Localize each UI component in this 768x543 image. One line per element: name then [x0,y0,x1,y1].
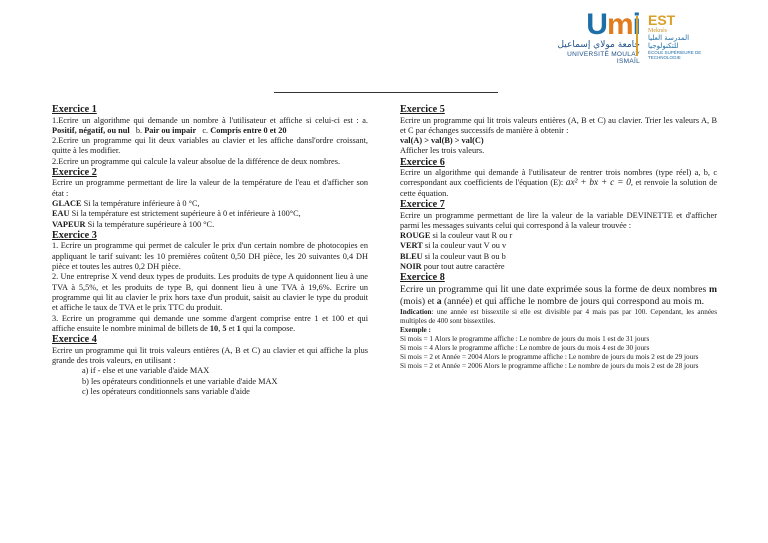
exercise-7-rouge: ROUGE si la couleur vaut R ou r [400,231,513,241]
est-logo-city: Meknès [648,28,667,34]
list-item: a) if - else et une variable d'aide MAX [82,366,210,376]
est-seal-icon [636,16,648,56]
exercise-5-end: Afficher les trois valeurs. [400,146,485,156]
exercise-7-title: Exercice 7 [400,199,445,211]
exercise-5-intro: Ecrire un programme qui lit trois valeurs entières (A, B et C) au clavier. Trier les valeurs A, B et C par échanges successifs de manière à obtenir : [400,115,717,135]
exercise-8-title: Exercice 8 [400,272,445,284]
exercise-1-title: Exercice 1 [52,104,97,115]
list-item: c) les opérateurs conditionnels sans variable d'aide [82,386,250,396]
exercise-5-relation: val(A) > val(B) > val(C) [400,136,484,146]
exercise-1-item-3: 2.Ecrire un programme qui calcule la valeur absolue de la différence de deux nombres. [52,156,341,166]
exercise-8-example: Si mois = 2 et Année = 2004 Alors le programme affiche : Le nombre de jours du mois 2 est de 29 jours [400,353,699,362]
umi-logo-arabic: جامعة مولاي إسماعيل [557,40,640,50]
exercise-4-title: Exercice 4 [52,334,97,346]
right-column [400,104,717,371]
exercise-4-intro: Ecrire un programme qui lit trois valeurs entières (A, B et C) au clavier et qui affiche la plus grande des trois valeurs, en utilisant : [52,345,368,365]
exercise-8-intro: Ecrire un programme qui lit une date exprimée sous la forme de deux nombres m (mois) et a (année) et qui affiche le nombre de jours qui correspond au mois m. [400,283,717,308]
exercise-8-indication: Indication: une année est bissextile si elle est divisible par 4 mais pas par 100. Cependant, les années multiples de 400 sont bissextiles. [400,308,717,326]
exercise-7-bleu: BLEU si la couleur vaut B ou b [400,251,506,261]
umi-logo-mark: Umi [586,8,640,41]
exercise-7-noir: NOIR pour tout autre caractère [400,262,505,272]
est-logo [648,12,710,68]
exercise-8-example: Si mois = 2 et Année = 2006 Alors le programme affiche : Le nombre de jours du mois 2 est de 28 jours [400,362,699,371]
exercise-6-text: Ecrire un algorithme qui demande à l'utilisateur de rentrer trois nombres (type réel) a, b, c correspondant aux coefficients de l'équation (E): ax² + bx + c = 0, et renvoie la solution de cette équation. [400,168,718,198]
header-divider [274,92,498,93]
exercise-2-eau: EAU Si la température est strictement supérieure à 0 et inférieure à 100°C, [52,209,301,219]
exercise-3-title: Exercice 3 [52,229,97,241]
exercise-2-intro: Ecrire un programme permettant de lire la valeur de la température de l'eau et d'afficher son état : [52,178,368,198]
est-logo-arabic: المدرسة العليا للتكنولوجيا [648,34,690,50]
umi-logo [548,10,640,66]
exercise-3-part-1: 1. Ecrire un programme qui permet de calculer le prix d'un certain nombre de photocopies en appliquant le tarif suivant: les 10 premières coûtent 0,50 DH pièce, les 20 suivantes 0,4 DH pièce et toutes les autres 0,2 DH pièce. [52,241,368,272]
exercise-1-item-2: 2.Ecrire un programme qui lit deux variables au clavier et les affiche dansl'ordre croissant, quitte à les modifier. [52,136,368,156]
list-item: b) les opérateurs conditionnels et une variable d'aide MAX [82,376,278,386]
est-logo-title: EST [648,12,676,28]
exercise-2-title: Exercice 2 [52,166,97,178]
exercise-7-vert: VERT si la couleur vaut V ou v [400,241,507,251]
est-logo-french: ÉCOLE SUPÉRIEURE DE TECHNOLOGIE [648,50,702,60]
exercise-2-vapeur: VAPEUR Si la température supérieure à 100 °C. [52,219,215,229]
exercise-3-part-3: 3. Ecrire un programme qui demande une somme d'argent comprise entre 1 et 100 et qui affiche ensuite le nombre minimal de billets de 10, 5 et 1 qui la compose. [52,313,368,333]
exercise-5-title: Exercice 5 [400,104,445,115]
exercise-8-example: Si mois = 1 Alors le programme affiche : Le nombre de jours du mois 1 est de 31 jours [400,335,650,344]
exercise-7-intro: Ecrire un programme permettant de lire la valeur de la variable DEVINETTE et d'afficher parmi les messages suivants celui qui correspond à la valeur trouvée : [400,210,717,230]
umi-logo-french: UNIVERSITÉ MOULAY ISMAÏL [567,51,640,65]
exercise-3-part-2: 2. Une entreprise X vend deux types de produits. Les produits de type A quidonnent lieu à une TVA à 5,5%, et les produits de type B, qui donnent lieu à une TVA à 19,6%. Ecrire un programme qui lit au clavier le prix hors taxe d'un produit, saisit au clavier le type du produit et affiche le taux de TVA et le prix TTC du produit. [52,272,368,313]
exercise-1-item-1: 1.Ecrire un algorithme qui demande un nombre à l'utilisateur et affiche si celui-ci est : a. Positif, négatif, ou nul b. Pair ou impair c. Compris entre 0 et 20 [52,115,368,135]
exercise-6-title: Exercice 6 [400,156,445,168]
exercise-8-example-label: Exemple : [400,326,431,335]
exercise-2-glace: GLACE Si la température inférieure à 0 °C, [52,199,200,209]
exercise-4-options [82,366,368,397]
left-column [52,104,368,397]
exercise-8-example: Si mois = 4 Alors le programme affiche : Le nombre de jours du mois 4 est de 30 jours [400,344,650,353]
